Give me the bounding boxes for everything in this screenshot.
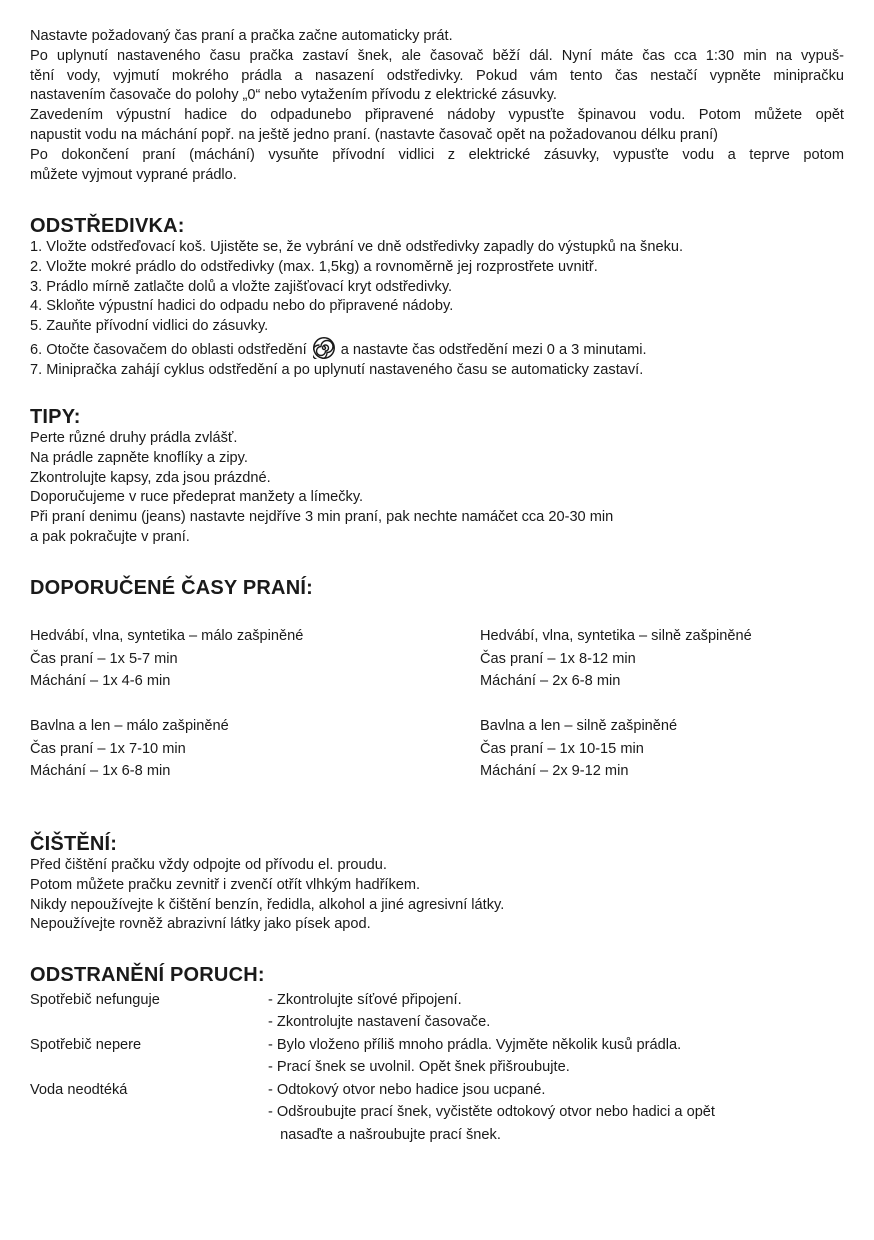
tips-list	[30, 429, 844, 548]
times-wash: Čas praní – 1x 10-15 min	[480, 740, 644, 757]
fix-line: - Bylo vloženo příliš mnoho prádla. Vyjměte několik kusů prádla.	[268, 1037, 682, 1053]
tip-line: Při praní denimu (jeans) nastavte nejdříve 3 min praní, pak nechte namáčet cca 20-30 min	[30, 509, 614, 526]
spin-step: 3. Prádlo mírně zatlačte dolů a vložte zajišťovací kryt odstředivky.	[30, 278, 453, 295]
spin-step: 1. Vložte odstřeďovací koš. Ujistěte se, že vybrání ve dně odstředivky zapadly do výstupků na šneku.	[30, 239, 684, 255]
problem-label: Spotřebič nepere	[30, 1037, 142, 1053]
spin-step: 4. Skloňte výpustní hadici do odpadu nebo do připravené nádoby.	[30, 298, 454, 315]
spin-spiral-icon	[313, 337, 335, 359]
intro-line: Po dokončení praní (máchání) vysuňte přívodní vidlici z elektrické zásuvky, vypusťte vodu a teprve potom	[30, 146, 844, 163]
times-wash: Čas praní – 1x 7-10 min	[30, 740, 186, 757]
cleaning-line: Nepoužívejte rovněž abrazivní látky jako písek apod.	[30, 916, 371, 933]
intro-line: tění vody, vyjmutí mokrého prádla a nasazení odstředivky. Pokud vám tento čas nestačí vypněte minipračku	[30, 67, 844, 84]
problem-label: Spotřebič nefunguje	[30, 992, 160, 1008]
times-group-title: Hedvábí, vlna, syntetika – silně zašpiněné	[480, 628, 752, 644]
cleaning-heading: ČIŠTĚNÍ:	[30, 833, 118, 855]
intro-text	[30, 27, 844, 185]
fix-line: - Odšroubujte prací šnek, vyčistěte odtokový otvor nebo hadici a opět	[268, 1104, 715, 1120]
fix-line: nasaďte a našroubujte prací šnek.	[268, 1127, 501, 1143]
times-wash: Čas praní – 1x 8-12 min	[480, 650, 636, 667]
fix-line: - Zkontrolujte síťové připojení.	[268, 992, 462, 1008]
tip-line: Doporučujeme v ruce předeprat manžety a límečky.	[30, 489, 364, 506]
fix-line: - Odtokový otvor nebo hadice jsou ucpané.	[268, 1082, 546, 1098]
cleaning-line: Potom můžete pračku zevnitř i zvenčí otřít vlhkým hadříkem.	[30, 876, 421, 893]
intro-line: Po uplynutí nastaveného času pračka zastaví šnek, ale časovač běží dál. Nyní máte čas cca 1:30 min na vypuš-	[30, 47, 844, 64]
fix-line: - Prací šnek se uvolnil. Opět šnek přišroubujte.	[268, 1059, 570, 1075]
spin-step: 7. Minipračka zahájí cyklus odstředění a po uplynutí nastaveného času se automaticky zastaví.	[30, 361, 644, 378]
times-group-silk-heavy	[480, 625, 752, 693]
troubleshooting-heading: ODSTRANĚNÍ PORUCH:	[30, 964, 265, 986]
fix-line: - Zkontrolujte nastavení časovače.	[268, 1014, 491, 1030]
spin-step-6	[30, 337, 844, 361]
times-group-title: Bavlna a len – málo zašpiněné	[30, 718, 229, 734]
cleaning-line: Nikdy nepoužívejte k čištění benzín, ředidla, alkohol a jiné agresivní látky.	[30, 896, 505, 913]
intro-line: napustit vodu na máchání popř. na ještě jedno praní. (nastavte časovač opět na požadovanou délku praní)	[30, 126, 718, 143]
intro-line: nastavením časovače do polohy „0“ nebo vytažením přívodu z elektrické zásuvky.	[30, 87, 557, 104]
spin-step-6-text-after: a nastavte čas odstředění mezi 0 a 3 minutami.	[340, 341, 647, 358]
times-group-cotton-light	[30, 715, 229, 783]
intro-line: můžete vyjmout vyprané prádlo.	[30, 166, 237, 183]
cleaning-list	[30, 856, 844, 935]
problem-label: Voda neodtéká	[30, 1082, 128, 1098]
times-rinse: Máchání – 2x 9-12 min	[480, 763, 629, 779]
tip-line: Na prádle zapněte knoflíky a zipy.	[30, 449, 248, 466]
cleaning-line: Před čištění pračku vždy odpojte od přívodu el. proudu.	[30, 857, 387, 873]
spin-step: 5. Zauňte přívodní vidlici do zásuvky.	[30, 318, 269, 335]
times-group-silk-light	[30, 625, 303, 693]
tip-line: Zkontrolujte kapsy, zda jsou prázdné.	[30, 469, 271, 486]
times-heading: DOPORUČENÉ ČASY PRANÍ:	[30, 577, 313, 599]
intro-line: Nastavte požadovaný čas praní a pračka začne automaticky prát.	[30, 28, 453, 44]
tip-line: a pak pokračujte v praní.	[30, 528, 190, 545]
times-rinse: Máchání – 1x 4-6 min	[30, 673, 171, 689]
times-group-title: Hedvábí, vlna, syntetika – málo zašpiněné	[30, 628, 304, 644]
spin-step-6-text: 6. Otočte časovačem do oblasti odstředění	[30, 341, 307, 358]
tips-heading: TIPY:	[30, 406, 81, 428]
times-rinse: Máchání – 1x 6-8 min	[30, 763, 171, 779]
times-group-cotton-heavy	[480, 715, 677, 783]
times-wash: Čas praní – 1x 5-7 min	[30, 650, 178, 667]
spin-heading: ODSTŘEDIVKA:	[30, 215, 185, 237]
spin-steps	[30, 238, 844, 381]
intro-line: Zavedením výpustní hadice do odpadunebo připravené nádoby vypusťte špinavou vodu. Potom můžete opět	[30, 107, 844, 124]
tip-line: Perte různé druhy prádla zvlášť.	[30, 430, 238, 446]
spin-step: 2. Vložte mokré prádlo do odstředivky (max. 1,5kg) a rovnoměrně jej rozprostřete uvnitř.	[30, 258, 598, 275]
times-rinse: Máchání – 2x 6-8 min	[480, 673, 621, 689]
times-group-title: Bavlna a len – silně zašpiněné	[480, 718, 678, 734]
